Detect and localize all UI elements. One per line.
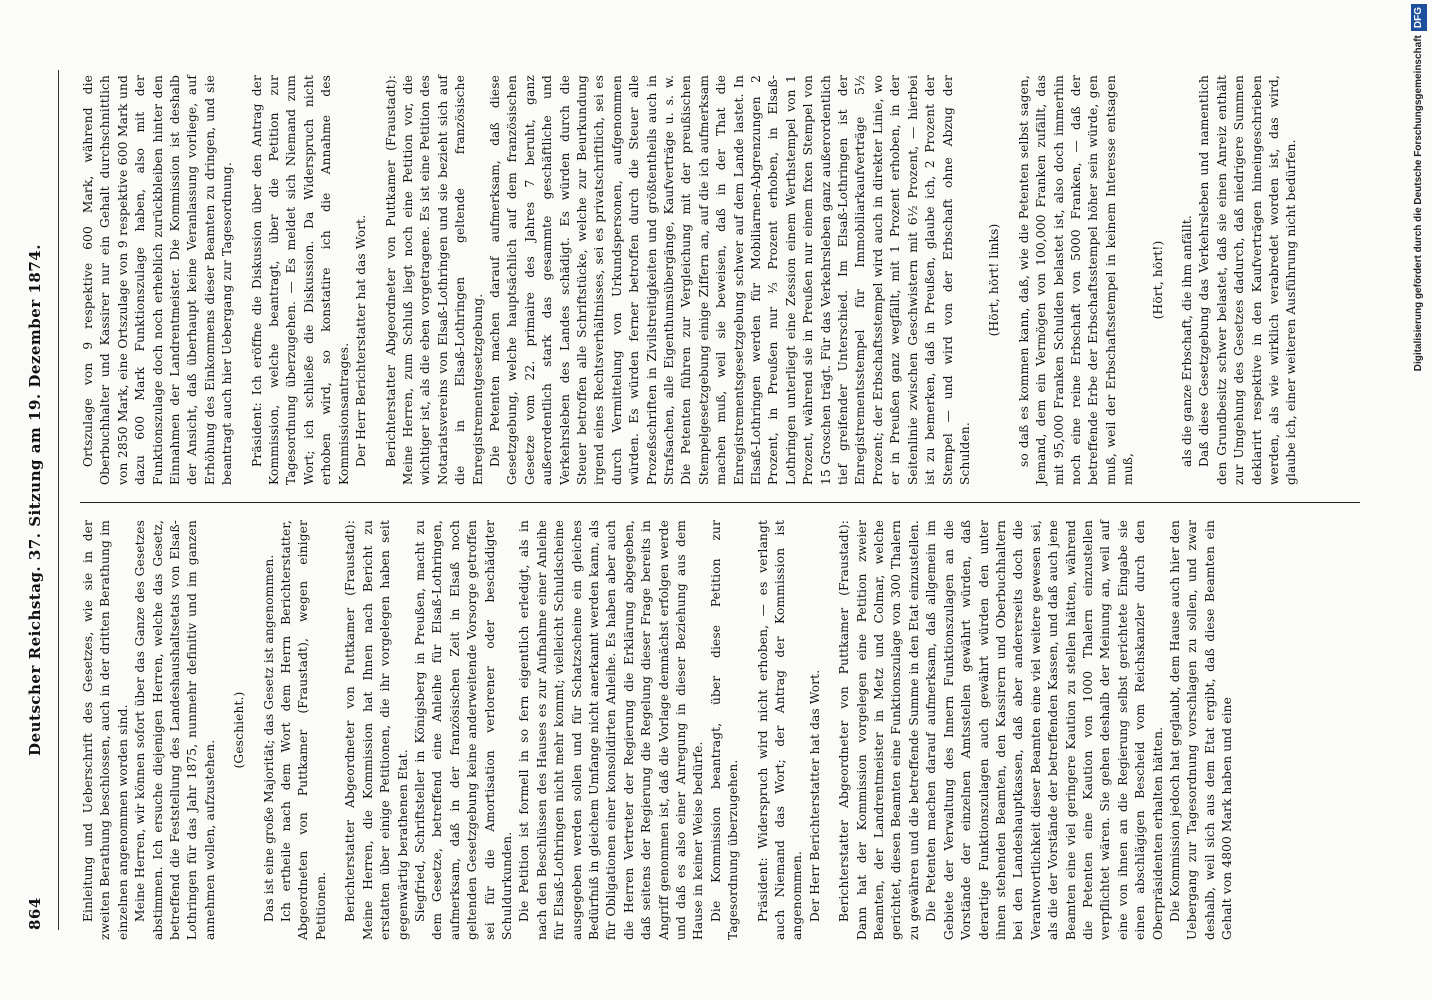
running-header	[26, 70, 50, 930]
paragraph: Der Herr Berichterstatter hat das Wort.	[354, 214, 369, 467]
paragraph: (Hört, hört! links)	[987, 223, 1002, 337]
column-separator	[80, 502, 1360, 503]
funding-notice: Digitalisierung gefördert durch die Deutsche Forschungsgemeinschaft	[1413, 35, 1424, 372]
paragraph: Daß diese Gesetzgebung das Verkehrsleben und namentlich den Grundbesitz schwer belastet, daß sie einen Anreiz enthält zur Umgehung des Gesetzes dadurch, daß niedrigere Summen deklarirt respektive in den Kaufverträgen hineingeschrieben werden, als wie wirklich verabredet worden ist, das wird, glaube ich, einer weiteren Ausführung nicht bedürfen.	[1197, 75, 1299, 485]
paragraph: Berichterstatter Abgeordneter von Puttkamer (Fraustadt): Dann hat der Kommission vorgelegen eine Petition zweier Beamten, der Landrentmeister in Metz und Colmar, welche gerichtet, diesen Beamten eine Funktionszulage von 300 Thalern zu gewähren und die betreffende Summe in den Etat einzustellen.	[837, 520, 921, 940]
paragraph: (Hört, hört!)	[1150, 240, 1165, 320]
funding-notice-strip	[1411, 4, 1427, 994]
paragraph: Präsident: Widerspruch wird nicht erhoben, — es verlangt auch Niemand das Wort; der Antrag der Kommission ist angenommen.	[755, 520, 805, 940]
right-column	[80, 75, 1380, 485]
paragraph: Meine Herren, wir können sofort über das Ganze des Gesetzes abstimmen. Ich ersuche diejenigen Herren, welche das Gesetz, betreffend die Feststellung des Landeshaushaltsetats von Elsaß-Lothringen für das Jahr 1875, nunmehr definitiv und im ganzen annehmen wollen, aufzustehen.	[133, 520, 217, 940]
paragraph: Einleitung und Ueberschrift des Gesetzes, wie sie in der zweiten Berathung beschlossen, auch in der dritten Berathung im einzelnen angenommen worden sind.	[81, 520, 130, 940]
page-number: 864	[26, 897, 44, 930]
paragraph: Die Kommission jedoch hat geglaubt, dem Hause auch hier den Uebergang zur Tagesordnung vorschlagen zu sollen, und zwar deshalb, weil sich aus dem Etat ergibt, daß diese Beamten ein Gehalt von 4800 Mark haben und eine	[1167, 520, 1235, 940]
paragraph: Die Kommission beantragt, über diese Petition zur Tagesordnung überzugehen.	[708, 520, 741, 940]
paragraph: Berichterstatter Abgeordneter von Puttkamer (Fraustadt): Meine Herren, zum Schluß liegt noch eine Petition vor, die wichtiger ist, als die eben vorgetragene. Es ist eine Petition des Notariatsvereins von Elsaß-Lothringen und sie bezieht sich auf die in Elsaß-Lothringen geltende französische Enregistrementgesetzgebung.	[383, 75, 485, 485]
paragraph: Die Petenten machen darauf aufmerksam, daß diese Gesetzgebung, welche hauptsächlich auf dem französischen Gesetze vom 22. primaire des Jahres 7 beruht, ganz außerordentlich stark das gesammte geschäftliche und Verkehrsleben des Landes schädigt. Es würden durch die Steuer betroffen alle Schriftstücke, welche zur Beurkundung irgend eines Rechtsverhältnisses, sei es privatschriftlich, sei es durch Vermittelung von Urkundspersonen, aufgenommen würden. Es würden ferner betroffen durch die Steuer alle Prozeßschriften in Zivilstreitigkeiten und größtentheils auch in Strafsachen, alle Eigenthumsübergänge, Kaufverträge u. s. w. Die Petenten führen zur Vergleichung mit der preußischen Stempelgesetzgebung einige Ziffern an, auf die ich aufmerksam machen muß, weil sie beweisen, daß in der That die Enregistrementsgesetzgebung schwer auf dem Lande lastet. In Elsaß-Lothringen werden für Mobiliarnen-Abgrenzungen 2 Prozent, in Preußen nur ⅓ Prozent erhoben, in Elsaß-Lothringen unterliegt eine Zession einem Werthstempel von 1 Prozent, während sie in Preußen nur einem fixen Stempel von 15 Groschen trägt. Für das Verkehrsleben ganz außerordentlich tief greifender Unterschied. Im Elsaß-Lothringen ist der Enregistrementsstempel für Immobiliarkaufverträge 5½ Prozent; der Erbschaftsstempel wird auch in direkter Linie, wo er in Preußen ganz wegfällt, mit 1 Prozent erhoben, in der Seitenlinie zwischen Geschwistern mit 6½ Prozent, — hierbei ist zu bemerken, daß in Preußen, glaube ich, 2 Prozent der Stempel — und wird von der Erbschaft ohne Abzug der Schulden.	[487, 75, 972, 485]
paragraph: (Geschieht.)	[232, 691, 247, 769]
running-title: Deutscher Reichstag. 37. Sitzung am 19. Dezember 1874.	[26, 244, 44, 756]
paragraph: Ich ertheile nach dem Wort dem Herrn Berichterstatter, Abgeordneten von Puttkamer (Fraustadt), wegen einiger Petitionen.	[279, 520, 328, 940]
paragraph: Ortszulage von 9 respektive 600 Mark, während die Oberbuchhalter und Kassirer nur ein Gehalt durchschnittlich von 2850 Mark, eine Ortszulage von 9 respektive 600 Mark und dazu 600 Mark Funktionszulage haben, also mit der Funktionszulage doch noch erheblich zurückbleiben hinter den Einnahmen der Landrentmeister. Die Kommission ist deshalb der Ansicht, daß überhaupt keine Veranlassung vorliege, auf Erhöhung des Einkommens dieser Beamten zu dringen, und sie beantragt auch hier Uebergang zur Tagesordnung.	[81, 75, 235, 485]
paragraph: so daß es kommen kann, daß, wie die Petenten selbst sagen, Jemand, dem ein Vermögen von 100,000 Franken zufällt, das mit 95,000 Franken Schulden belastet ist, also doch immerhin noch eine reine Erbschaft von 5000 Franken, — daß der betreffende Erbe der Erbschaftsstempel höher sein würde, gen muß, weil der Erbschaftsstempel in keinem Interesse entsagen muß,	[1016, 75, 1136, 485]
paragraph: Das ist eine große Majorität; das Gesetz ist angenommen.	[261, 554, 276, 922]
paragraph: Die Petenten machen darauf aufmerksam, daß allgemein im Gebiete der Verwaltung des Innern Funktionszulagen an die Vorstände der einzelnen Amtsstellen gewährt würden, daß derartige Funktionszulagen auch gewährt würden den unter ihnen stehenden Beamten, den Kassirern und Oberbuchhaltern bei den Landeshauptkassen, daß aber andererseits doch die Verantwortlichkeit dieser Beamten eine viel weitere gewesen sei, als die der Vorstände der betreffenden Kassen, und daß auch jene Beamten eine viel geringere Kaution zu stellen hätten, während die Petenten eine Kaution von 1000 Thalern einzustellen verpflichtet wären. Sie gehen deshalb der Meinung an, weil auf eine von ihnen an die Regierung selbst gerichtete Eingabe sie einen abschlägigen Bescheid vom Reichskanzler durch den Oberpräsidenten erhalten hätten.	[924, 520, 1165, 940]
paragraph: als die ganze Erbschaft, die ihm anfällt.	[1179, 215, 1194, 467]
header-rule	[58, 70, 59, 930]
paragraph: Siegfried, Schriftsteller in Königsberg in Preußen, macht zu dem Gesetze, betreffend eine Anleihe für Elsaß-Lothringen, aufmerksam, daß in der französischen Zeit in Elsaß noch geltenden Gesetzgebung keine anderweitende Vorsorge getroffen sei für die Amortisation verlorener oder beschädigter Schuldurkunden.	[412, 520, 514, 940]
paragraph: Der Herr Berichterstatter hat das Wort.	[807, 669, 822, 922]
left-column	[80, 520, 1235, 940]
paragraph: Die Petition ist formell in so fern eigentlich erledigt, als in nach den Beschlüssen des Hauses es zur Aufnahme einer Anleihe für Elsaß-Lothringen nicht mehr kommt; vielleicht Schuldscheine ausgegeben werden sollen und für Schatzscheine ein gleiches Bedürfniß in gleichem Umfange nicht anerkannt werden kann, als für Obligationen einer konsolidirten Anleihe. Es haben aber auch die Herren Vertreter der Regierung die Erklärung abgegeben, daß seitens der Regierung die Regelung dieser Frage bereits in Angriff genommen ist, daß die Vorlage demnächst erfolgen werde und daß es also einer Anregung in dieser Beziehung aus dem Hause in keiner Weise bedürfe.	[517, 520, 706, 940]
dfg-logo: DFG	[1411, 4, 1427, 31]
paragraph: Berichterstatter Abgeordneter von Puttkamer (Fraustadt): Meine Herren, die Kommission hat Ihnen nach Bericht zu erstatten über einige Petitionen, die ihr vorgelegen haben seit gegenwärtig berathenen Etat.	[343, 520, 410, 940]
paragraph: Präsident: Ich eröffne die Diskussion über den Antrag der Kommission, welche beantragt, über die Petition zur Tagesordnung überzugehen. — Es meldet sich Niemand zum Wort; ich schließe die Diskussion. Da Widerspruch nicht erhoben wird, so konstatire ich die Annahme des Kommissionsantrages.	[249, 75, 351, 485]
